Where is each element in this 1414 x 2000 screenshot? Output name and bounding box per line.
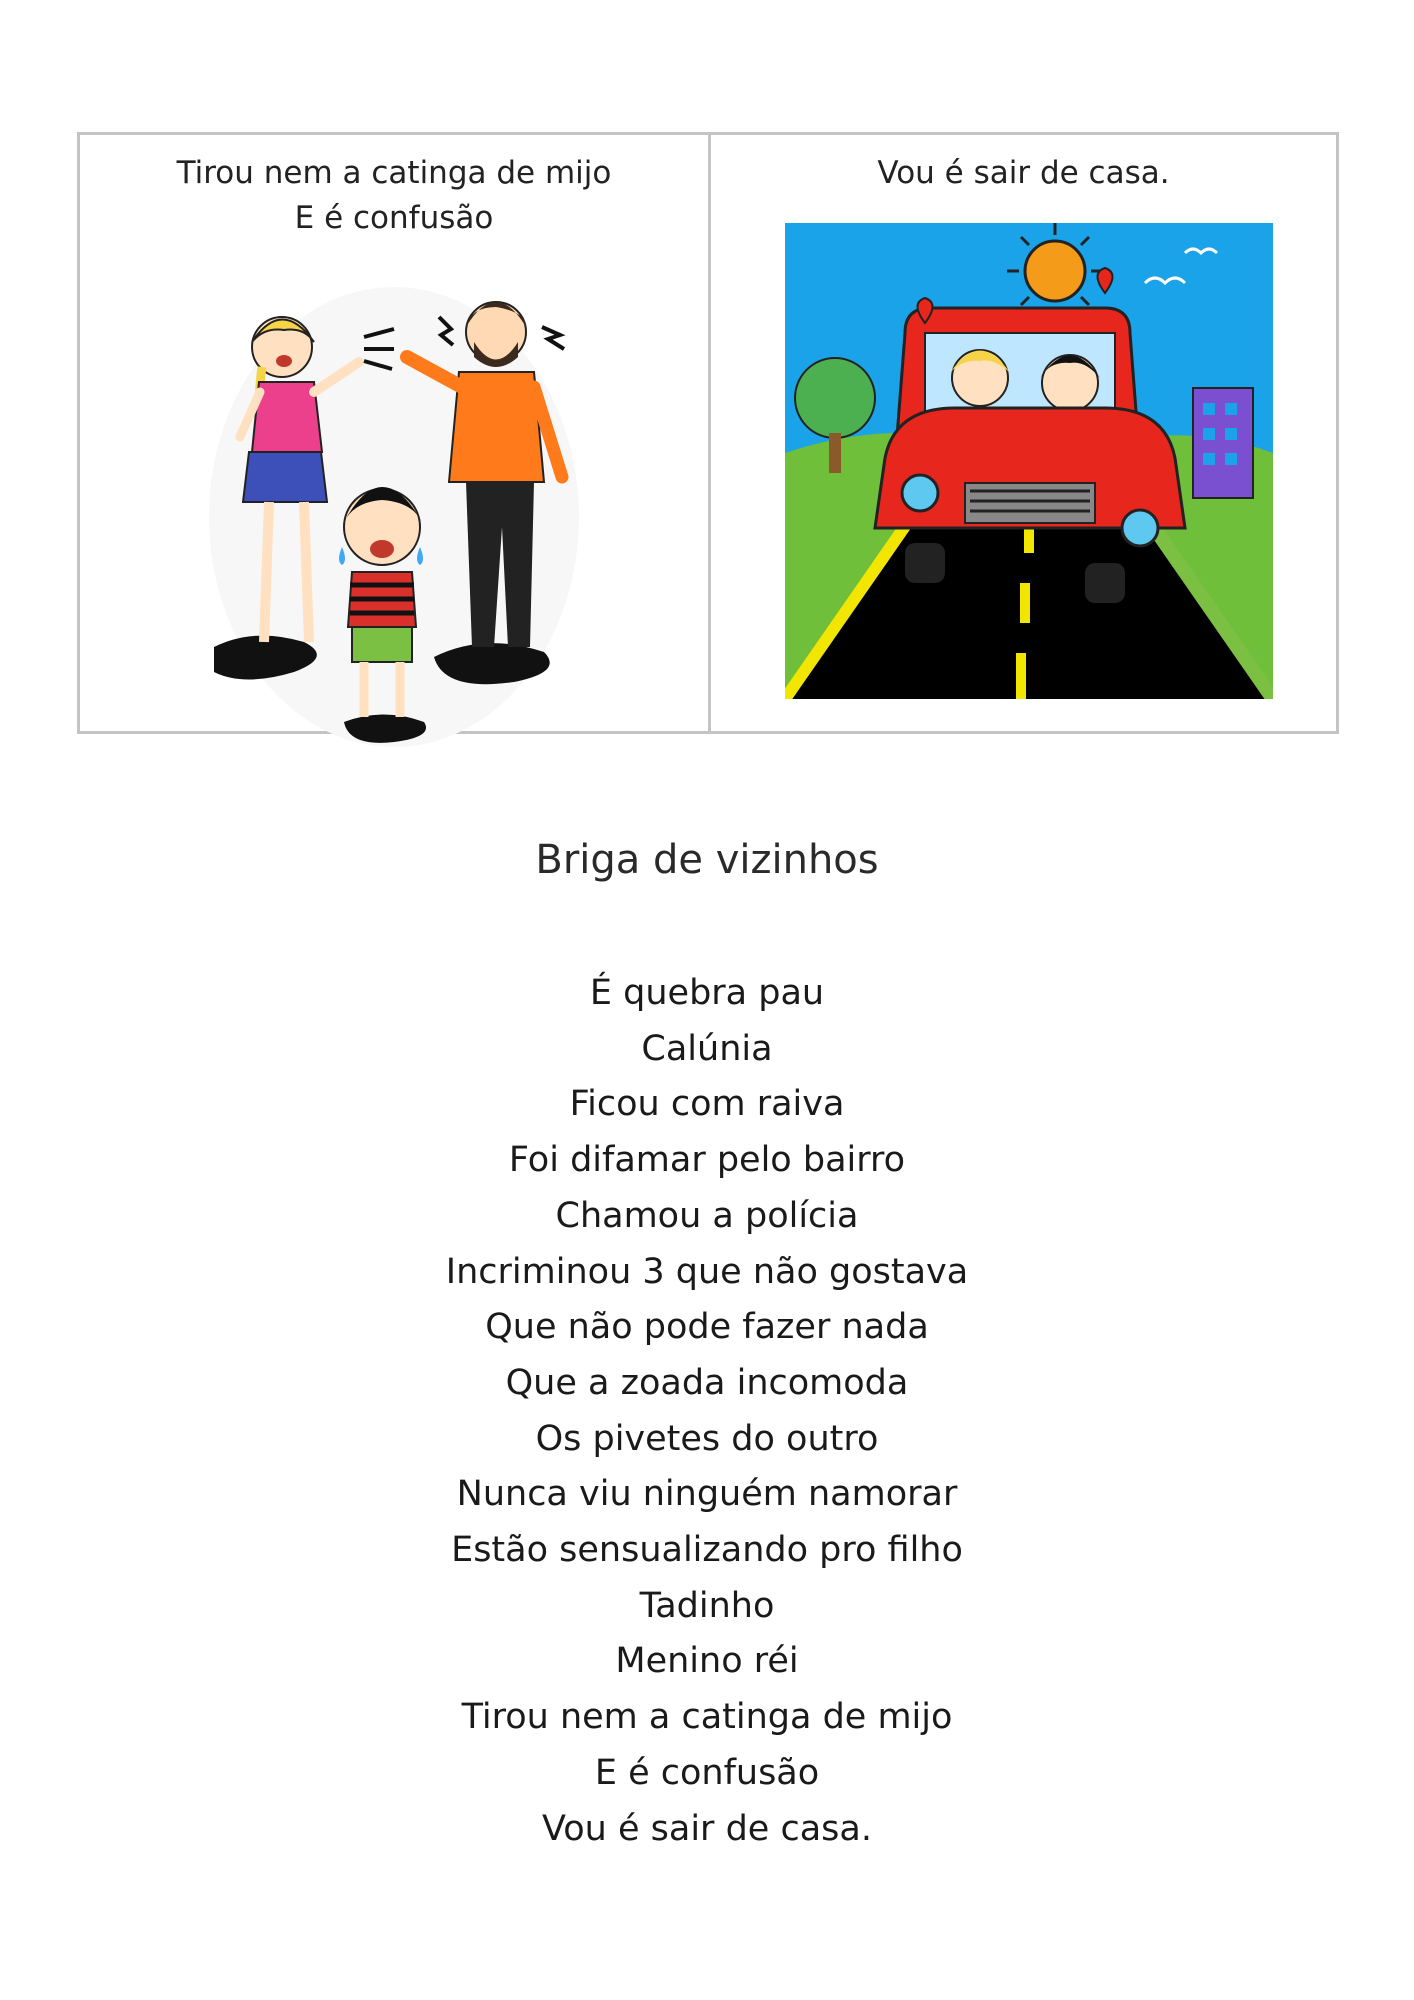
- caption-line: E é confusão: [294, 200, 494, 236]
- caption-line: Tirou nem a catinga de mijo: [176, 155, 612, 191]
- panel-right-caption: [711, 151, 1336, 196]
- poem-line: E é confusão: [594, 1752, 820, 1793]
- poem-line: Tadinho: [639, 1585, 775, 1626]
- poem-line: Que a zoada incomoda: [505, 1362, 909, 1403]
- poem-line: Nunca viu ninguém namorar: [456, 1474, 958, 1515]
- caption-line: Vou é sair de casa.: [877, 155, 1170, 191]
- poem-line: Estão sensualizando pro filho: [451, 1530, 963, 1571]
- panel-left: [80, 135, 708, 731]
- poem-line: Ficou com raiva: [569, 1084, 845, 1125]
- poem-line: Vou é sair de casa.: [542, 1808, 872, 1849]
- poem-line: Tirou nem a catinga de mijo: [461, 1697, 953, 1738]
- couple-driving-red-car-illustration: [785, 223, 1273, 699]
- poem-line: Menino réi: [615, 1641, 799, 1682]
- poem-line: Foi difamar pelo bairro: [508, 1140, 906, 1181]
- poem-line: Chamou a polícia: [555, 1195, 859, 1236]
- poem-line: Que não pode fazer nada: [485, 1307, 929, 1348]
- illustration-table: [77, 132, 1339, 734]
- panel-right: [708, 135, 1336, 731]
- poem-line: É quebra pau: [589, 973, 825, 1013]
- poem-title: Briga de vizinhos: [535, 837, 879, 883]
- poem-body: [0, 966, 1414, 1857]
- poem-line: Incriminou 3 que não gostava: [445, 1251, 969, 1292]
- panel-left-caption: [80, 151, 708, 241]
- poem-line: Os pivetes do outro: [535, 1418, 879, 1459]
- poem-line: Calúnia: [641, 1028, 773, 1069]
- family-argument-illustration: [204, 277, 584, 747]
